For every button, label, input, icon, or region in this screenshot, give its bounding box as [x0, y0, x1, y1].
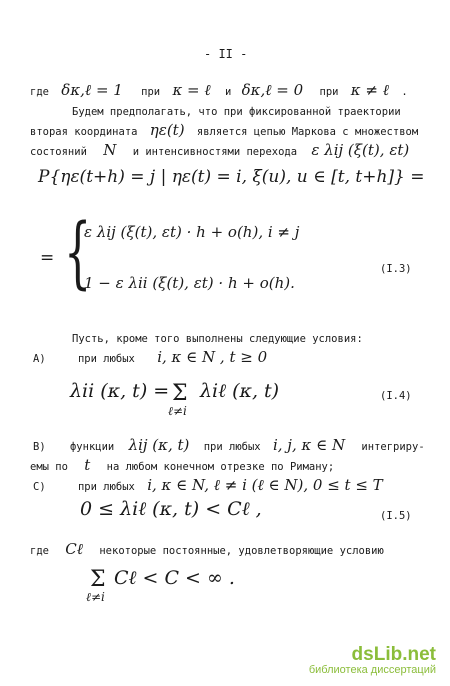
word-gde: где — [30, 86, 49, 98]
formula-I4-sum: Σ — [172, 381, 188, 406]
condition-B-vars: i, j, κ ∈ N — [272, 436, 346, 454]
system-equals: = — [40, 248, 55, 268]
formula-I4-rhs: λiℓ (κ, t) — [200, 380, 280, 402]
eta-symbol: ηε(t) — [149, 121, 185, 139]
set-N: N — [103, 141, 117, 159]
final-sum-expr: Cℓ < C < ∞ . — [114, 567, 235, 589]
para1-line2-end: является цепью Маркова с множеством — [196, 126, 419, 138]
system-brace: { — [64, 208, 92, 298]
para1-line3 — [30, 141, 410, 159]
condition-B-word-integrable: интегриру- — [361, 441, 425, 453]
system-row1: ε λij (ξ(t), εt) · h + o(h), i ≠ j — [84, 223, 300, 241]
para1-line3-start: состояний — [30, 146, 87, 158]
condition-B-line1 — [33, 436, 425, 454]
where-description: некоторые постоянные, удовлетворяющие условию — [99, 545, 384, 557]
equation-label-I4: (I.4) — [380, 390, 412, 402]
word-pri-2: при — [319, 86, 339, 98]
condition-B-word-any: при любых — [203, 441, 261, 453]
formula-I4-sum-sub: ℓ≠i — [168, 404, 187, 418]
word-pri-1: при — [141, 86, 161, 98]
condition-k-equals-l: κ = ℓ — [172, 81, 211, 99]
condition-A — [33, 348, 268, 366]
delta-definition-line — [30, 81, 408, 99]
condition-C-text: при любых — [77, 481, 135, 493]
para1-line2-start: вторая координата — [30, 126, 138, 138]
where-constants-line — [30, 540, 384, 558]
word-i: и — [224, 86, 232, 98]
where-word: где — [30, 545, 49, 557]
final-sum-sign: Σ — [90, 567, 106, 592]
equation-label-I5: (I.5) — [380, 510, 412, 522]
condition-B-label: В) — [33, 441, 46, 453]
lambda-intensity: ε λij (ξ(t), εt) — [311, 141, 410, 159]
formula-I5: 0 ≤ λiℓ (κ, t) < Cℓ , — [80, 498, 262, 520]
condition-C-vars: i, κ ∈ N, ℓ ≠ i (ℓ ∈ N), 0 ≤ t ≤ T — [147, 476, 383, 494]
final-sum-sub: ℓ≠i — [86, 590, 105, 604]
para1-line1: Будем предполагать, что при фиксированной траектории — [72, 106, 401, 118]
variable-t: t — [84, 456, 91, 474]
system-row2: 1 − ε λii (ξ(t), εt) · h + o(h). — [84, 274, 295, 292]
page-number: - II - — [204, 47, 248, 61]
probability-formula: P{ηε(t+h) = j | ηε(t) = i, ξ(u), u ∈ [t, t+h]} = — [38, 167, 425, 187]
condition-k-not-l: κ ≠ ℓ — [350, 81, 389, 99]
para1-line3-end: и интенсивностями перехода — [132, 146, 298, 158]
formula-I4-lhs: λii (κ, t) = — [70, 380, 170, 402]
watermark — [309, 644, 436, 676]
constant-C: Cℓ — [65, 540, 84, 558]
condition-B-line2 — [30, 456, 335, 474]
watermark-logo: dsLib.net — [351, 644, 436, 665]
para1-line2 — [30, 121, 419, 139]
delta-equals-zero: δκ,ℓ = 0 — [241, 81, 304, 99]
condition-B-lambda: λij (κ, t) — [128, 436, 190, 454]
watermark-subtitle: библиотека диссертаций — [308, 664, 436, 676]
conditions-intro: Пусть, кроме того выполнены следующие условия: — [72, 333, 363, 345]
condition-A-label: А) — [33, 353, 46, 365]
condition-B-line2-start: емы по — [30, 461, 68, 473]
condition-C — [33, 476, 383, 494]
condition-A-vars: i, κ ∈ N , t ≥ 0 — [157, 348, 268, 366]
condition-B-word-functions: функции — [69, 441, 115, 453]
delta-equals-one: δκ,ℓ = 1 — [61, 81, 123, 99]
period: . — [401, 86, 408, 98]
equation-label-I3: (I.3) — [380, 263, 412, 275]
condition-A-text: при любых — [77, 353, 135, 365]
condition-C-label: С) — [33, 481, 46, 493]
condition-B-line2-end: на любом конечном отрезке по Риману; — [106, 461, 335, 473]
